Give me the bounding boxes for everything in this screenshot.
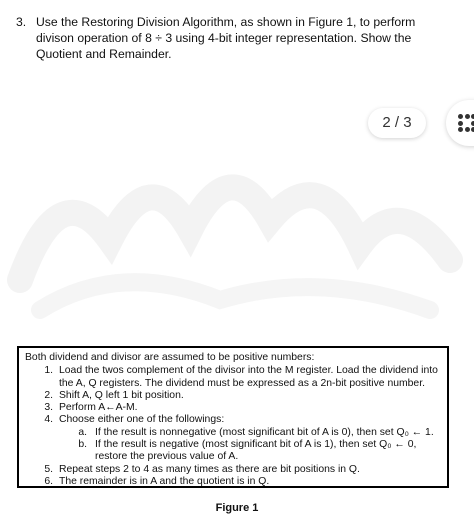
viewer-menu-button[interactable]	[446, 100, 474, 146]
question-block	[16, 14, 456, 62]
algorithm-substep: a. If the result is nonnegative (most significant bit of A is 0), then set Q₀ ← 1.	[78, 426, 434, 438]
algorithm-figure-box	[17, 346, 449, 488]
page-indicator: 2 / 3	[368, 108, 426, 138]
algorithm-step: 1. Load the twos complement of the divisor into the M register. Load the dividend into the A, Q registers. The dividend must be expressed as a 2n-bit positive number.	[44, 365, 438, 389]
algorithm-step: 3. Perform A←A-M.	[44, 402, 138, 414]
algorithm-substep: b. If the result is negative (most significant bit of A is 1), then set Q₀ ← 0, restore the previous value of A.	[78, 439, 417, 463]
algorithm-step: 6. The remainder is in A and the quotient is in Q.	[44, 475, 270, 487]
figure-intro: Both dividend and divisor are assumed to be positive numbers:	[25, 352, 315, 363]
algorithm-step: 4. Choose either one of the followings:	[44, 414, 225, 426]
algorithm-step: 5. Repeat steps 2 to 4 as many times as there are bit positions in Q.	[44, 463, 360, 475]
algorithm-step: 2. Shift A, Q left 1 bit position.	[44, 389, 184, 401]
grid-dots-icon	[458, 114, 474, 132]
figure-caption: Figure 1	[215, 502, 259, 514]
question-number: 3.	[16, 15, 27, 29]
faded-watermark	[0, 150, 474, 330]
question-text: Use the Restoring Division Algorithm, as shown in Figure 1, to perform divison operation of 8 ÷ 3 using 4-bit integer representation. Show the Quotient and Remainder.	[36, 15, 416, 61]
